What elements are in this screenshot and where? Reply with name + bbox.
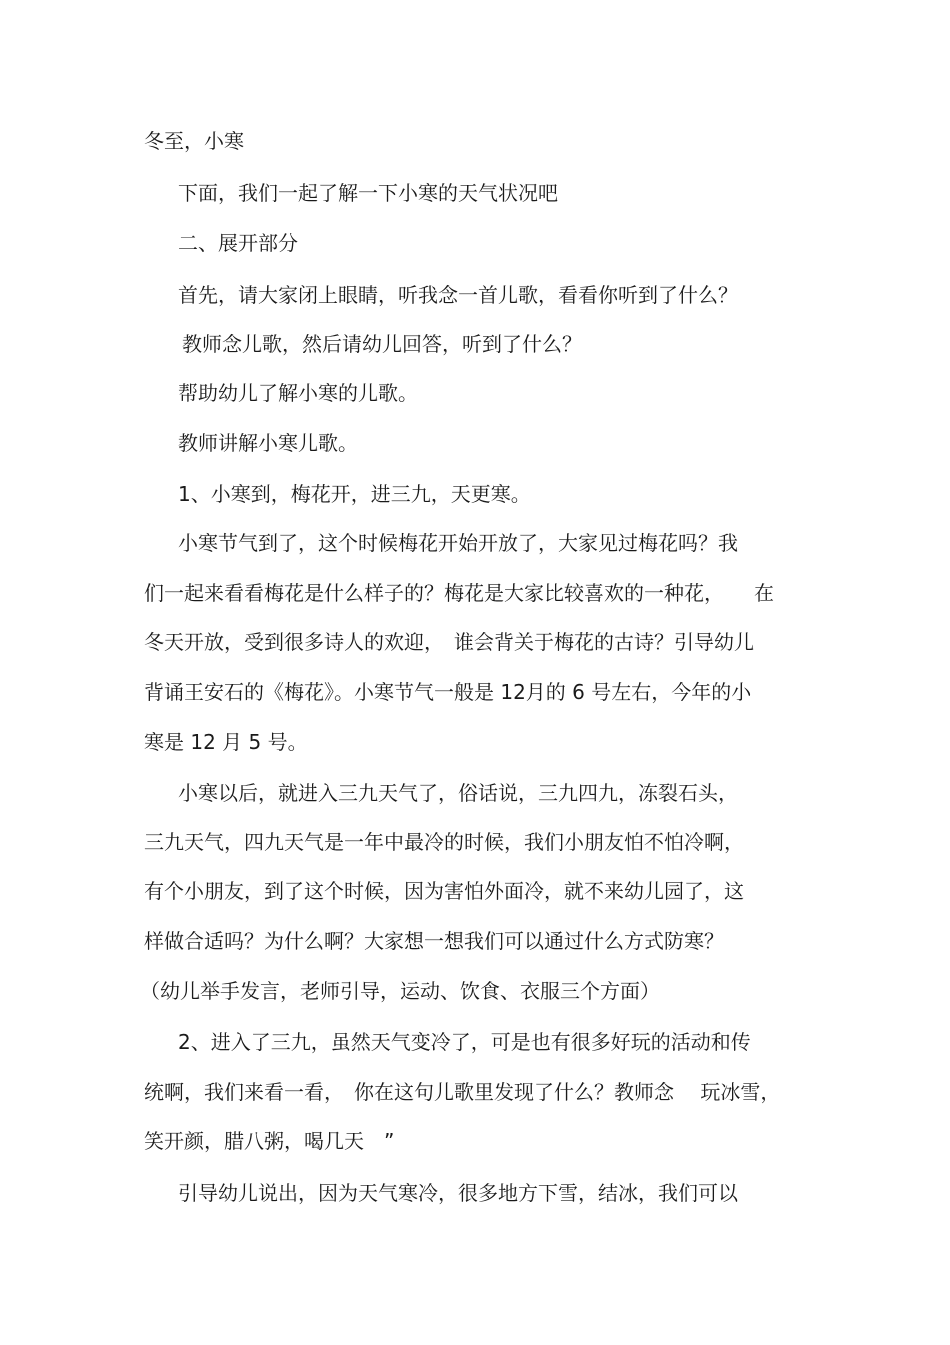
text-line: 小寒节气到了，这个时候梅花开始开放了，大家见过梅花吗？我 xyxy=(178,531,738,555)
text-line: 有个小朋友，到了这个时候，因为害怕外面冷，就不来幼儿园了，这 xyxy=(144,879,744,903)
text-line: 1、小寒到，梅花开，进三九，天更寒。 xyxy=(178,482,531,506)
text-line: 样做合适吗？为什么啊？大家想一想我们可以通过什么方式防寒？ xyxy=(144,929,724,953)
text-line: 冬至，小寒 xyxy=(144,129,244,153)
text-line: 统啊，我们来看一看， 你在这句儿歌里发现了什么？教师念 玩冰雪， xyxy=(144,1080,781,1104)
text-line: 下面，我们一起了解一下小寒的天气状况吧 xyxy=(178,181,558,205)
text-line: 背诵王安石的《梅花》。小寒节气一般是 12月的 6 号左右，今年的小 xyxy=(144,680,752,704)
text-line: 首先，请大家闭上眼睛，听我念一首儿歌，看看你听到了什么？ xyxy=(178,283,738,307)
text-line: 冬天开放，受到很多诗人的欢迎， 谁会背关于梅花的古诗？引导幼儿 xyxy=(144,630,754,654)
text-line: 教师讲解小寒儿歌。 xyxy=(178,431,358,455)
text-line: 寒是 12 月 5 号。 xyxy=(144,730,308,754)
text-line: 2、进入了三九，虽然天气变冷了，可是也有很多好玩的活动和传 xyxy=(178,1030,751,1054)
text-line: 三九天气，四九天气是一年中最冷的时候，我们小朋友怕不怕冷啊， xyxy=(144,830,744,854)
text-line: 笑开颜，腊八粥，喝几天 ” xyxy=(144,1129,395,1153)
text-line: （幼儿举手发言，老师引导，运动、饮食、衣服三个方面） xyxy=(140,979,660,1003)
text-line: 引导幼儿说出，因为天气寒冷，很多地方下雪，结冰，我们可以 xyxy=(178,1181,738,1205)
text-line: 小寒以后，就进入三九天气了，俗话说，三九四九，冻裂石头， xyxy=(178,781,738,805)
section-heading: 二、展开部分 xyxy=(178,231,298,255)
text-line: 帮助幼儿了解小寒的儿歌。 xyxy=(178,381,418,405)
text-line: 教师念儿歌，然后请幼儿回答，听到了什么？ xyxy=(182,332,582,356)
text-line: 们一起来看看梅花是什么样子的？梅花是大家比较喜欢的一种花， 在 xyxy=(144,581,774,605)
